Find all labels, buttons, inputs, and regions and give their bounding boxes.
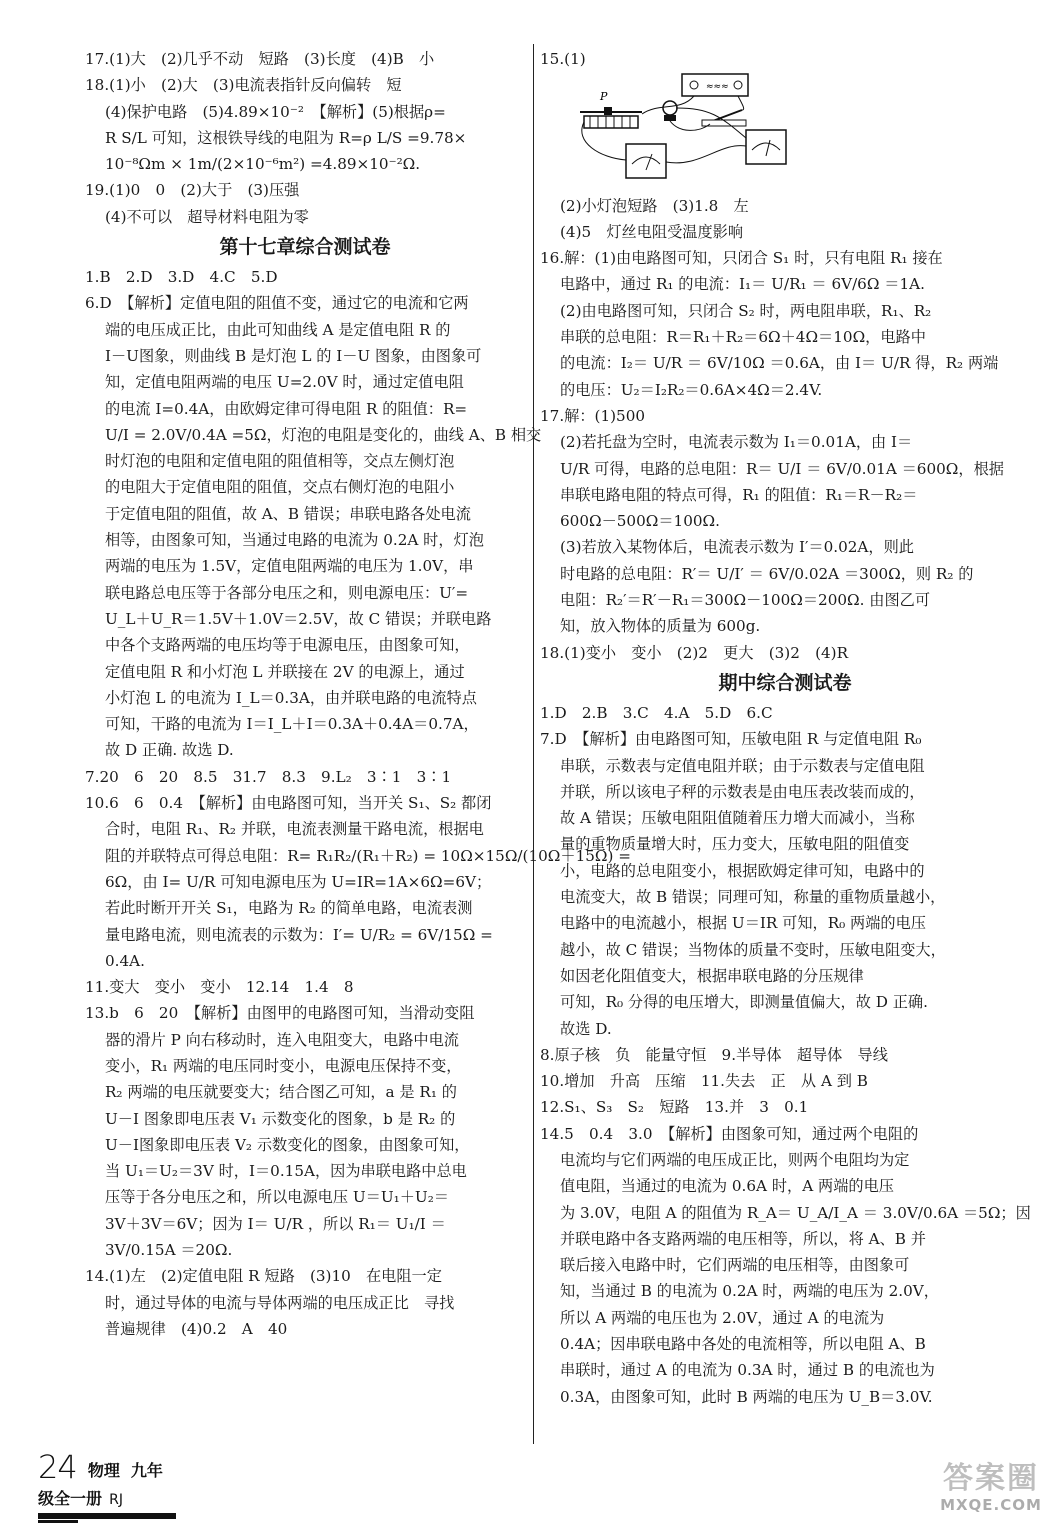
right-line: 串联的总电阻：R＝R₁＋R₂＝6Ω＋4Ω＝10Ω，电路中: [560, 328, 926, 347]
left-line: 压等于各分电压之和，所以电源电压 U＝U₁＋U₂＝: [105, 1188, 449, 1207]
right-line: 的电压：U₂＝I₂R₂＝0.6A×4Ω＝2.4V.: [560, 380, 823, 399]
right-line: 量的重物质量增大时，压力变大，压敏电阻的阻值变: [560, 835, 910, 854]
slider-label: P: [600, 90, 608, 104]
right-line: 并联电路中各支路两端的电压相等，所以，将 A、B 并: [560, 1229, 926, 1248]
right-line: (2)由电路图可知，只闭合 S₂ 时，两电阻串联，R₁、R₂: [560, 301, 932, 320]
left-line: I－U图象，则曲线 B 是灯泡 L 的 I－U 图象，由图象可: [105, 346, 482, 365]
left-line: 中各个支路两端的电压均等于电源电压，由图象可知，: [105, 636, 470, 655]
right-section-title: 期中综合测试卷: [718, 671, 852, 694]
right-line: 值电阻，当通过的电流为 0.6A 时，A 两端的电压: [560, 1177, 894, 1196]
svg-text:≈≈≈: ≈≈≈: [706, 82, 729, 93]
right-line: (2)小灯泡短路 (3)1.8 左: [560, 196, 749, 215]
right-line: 时电路的总电阻：R′＝ U/I′ ＝ 6V/0.02A ＝300Ω，则 R₂ 的: [560, 564, 974, 583]
right-line: 为 3.0V，电阻 A 的阻值为 R_A＝ U_A/I_A ＝ 3.0V/0.6A ＝5Ω；因: [560, 1203, 1031, 1222]
right-line: 串联时，通过 A 的电流为 0.3A 时，通过 B 的电流也为: [560, 1361, 935, 1380]
right-line: 故 A 错误；压敏电阻阻值随着压力增大而减小，当称: [560, 809, 915, 828]
left-line: 17.(1)大 (2)几乎不动 短路 (3)长度 (4)B 小: [85, 50, 435, 68]
left-line: 定值电阻 R 和小灯泡 L 并联接在 2V 的电源上，通过: [105, 662, 465, 681]
right-line: 0.3A，由图象可知，此时 B 两端的电压为 U_B＝3.0V.: [560, 1387, 933, 1406]
left-line: 阻的并联特点可得总电阻：R= R₁R₂/(R₁＋R₂) = 10Ω×15Ω/(10Ω＋15Ω) =: [105, 846, 631, 865]
right-line: 电流均与它们两端的电压成正比，则两个电阻均为定: [560, 1150, 910, 1169]
left-line: U－I图象即电压表 V₂ 示数变化的图象，由图象可知，: [105, 1135, 470, 1154]
circuit-diagram: [570, 72, 1030, 190]
question-15-header: [540, 46, 1030, 72]
right-line: 10.增加 升高 压缩 11.失去 正 从 A 到 B: [540, 1072, 868, 1091]
right-line: 如因老化阻值变大，根据串联电路的分压规律: [560, 966, 864, 985]
right-line: 17.解：(1)500: [540, 406, 646, 425]
left-line: 可知，干路的电流为 I＝I_L＋I＝0.3A＋0.4A＝0.7A，: [105, 715, 479, 734]
right-line: U/R 可得，电路的总电阻：R＝ U/I ＝ 6V/0.01A ＝600Ω，根据: [560, 459, 1004, 478]
left-line: (4)不可以 超导材料电阻为零: [105, 207, 309, 226]
left-line: 0.4A.: [105, 951, 145, 970]
right-line: 所以 A 两端的电压也为 2.0V，通过 A 的电流为: [560, 1308, 885, 1327]
left-line: R₂ 两端的电压就要变大；结合图乙可知，a 是 R₁ 的: [105, 1083, 457, 1102]
left-line: 3V＋3V＝6V；因为 I＝ U/R ，所以 R₁＝ U₁/I ＝: [105, 1214, 446, 1233]
left-line: U_L＋U_R＝1.5V＋1.0V＝2.5V，故 C 错误；并联电路: [105, 609, 492, 628]
right-line: 18.(1)变小 变小 (2)2 更大 (3)2 (4)R: [540, 643, 849, 662]
right-line: 电阻：R₂′＝R′－R₁＝300Ω－100Ω＝200Ω. 由图乙可: [560, 591, 931, 610]
right-line: 1.D 2.B 3.C 4.A 5.D 6.C: [540, 703, 773, 722]
left-line: 器的滑片 P 向右移动时，连入电阻变大，电路中电流: [105, 1030, 459, 1049]
left-line: 1.B 2.D 3.D 4.C 5.D: [85, 268, 278, 287]
left-line: 相等，由图象可知，当通过电路的电流为 0.2A 时，灯泡: [105, 531, 484, 550]
right-line: 8.原子核 负 能量守恒 9.半导体 超导体 导线: [540, 1045, 888, 1064]
right-column: [540, 46, 1030, 1410]
grade-label: 九年级全一册: [38, 1461, 163, 1508]
right-line: 故选 D.: [560, 1019, 612, 1038]
left-line: U/I = 2.0V/0.4A =5Ω，灯泡的电阻是变化的，曲线 A、B 相交: [105, 425, 542, 444]
left-line: (4)保护电路 (5)4.89×10⁻² 【解析】(5)根据ρ=: [105, 102, 446, 121]
left-line: 14.(1)左 (2)定值电阻 R 短路 (3)10 在电阻一定: [85, 1267, 442, 1286]
left-line: 两端的电压为 1.5V，定值电阻两端的电压为 1.0V，串: [105, 557, 474, 576]
right-line: 可知，R₀ 分得的电压增大，即测量值偏大，故 D 正确.: [560, 993, 928, 1012]
right-line: (3)若放入某物体后，电流表示数为 I′＝0.02A，则此: [560, 538, 914, 557]
page-footer: [38, 1448, 178, 1523]
left-line: 变小，R₁ 两端的电压同时变小，电源电压保持不变，: [105, 1056, 462, 1075]
right-line: 串联电路电阻的特点可得，R₁ 的阻值：R₁＝R－R₂＝: [560, 485, 918, 504]
left-line: 合时，电阻 R₁、R₂ 并联，电流表测量干路电流，根据电: [105, 820, 484, 839]
right-line: 并联，所以该电子秤的示数表是由电压表改装而成的，: [560, 782, 925, 801]
footer-rule: [38, 1513, 176, 1519]
left-line: 19.(1)0 0 (2)大于 (3)压强: [85, 181, 300, 200]
left-line: 18.(1)小 (2)大 (3)电流表指针反向偏转 短: [85, 76, 402, 95]
page-number: 24: [38, 1448, 77, 1486]
left-line: U－I 图象即电压表 V₁ 示数变化的图象，b 是 R₂ 的: [105, 1109, 456, 1128]
left-line: 小灯泡 L 的电流为 I_L＝0.3A，由并联电路的电流特点: [105, 688, 477, 707]
watermark-url: MXQE.COM: [940, 1496, 1042, 1514]
left-line: 的电阻大于定值电阻的阻值，交点右侧灯泡的电阻小: [105, 478, 455, 497]
left-line: 时灯泡的电阻和定值电阻的阻值相等，交点左侧灯泡: [105, 452, 455, 471]
right-line: 7.D 【解析】由电路图可知，压敏电阻 R 与定值电阻 R₀: [540, 730, 922, 749]
left-line: 故 D 正确. 故选 D.: [105, 741, 234, 760]
footer-rule-short: [38, 1520, 78, 1523]
left-line: 当 U₁＝U₂＝3V 时，I＝0.15A，因为串联电路中总电: [105, 1162, 467, 1181]
right-line: 串联，示数表与定值电阻并联；由于示数表与定值电阻: [560, 756, 925, 775]
right-line: 知，当通过 B 的电流为 0.2A 时，两端的电压为 2.0V，: [560, 1282, 939, 1301]
left-section-title: 第十七章综合测试卷: [219, 236, 391, 259]
right-line: 小，电路的总电阻变小，根据欧姆定律可知，电路中的: [560, 861, 925, 880]
left-line: 量电路电流，则电流表的示数为：I′= U/R₂ = 6V/15Ω =: [105, 925, 493, 944]
left-line: 联电路总电压等于各部分电压之和，则电源电压：U′=: [105, 583, 469, 602]
left-line: 3V/0.15A ＝20Ω.: [105, 1241, 233, 1260]
watermark-logo: [935, 1462, 1047, 1522]
left-line: 知，定值电阻两端的电压 U=2.0V 时，通过定值电阻: [105, 373, 464, 392]
left-line: 的电流 I=0.4A，由欧姆定律可得电阻 R 的阻值：R=: [105, 399, 468, 418]
left-line: 6Ω，由 I= U/R 可知电源电压为 U=IR=1A×6Ω=6V；: [105, 872, 492, 891]
right-line: 16.解：(1)由电路图可知，只闭合 S₁ 时，只有电阻 R₁ 接在: [540, 249, 943, 268]
left-line: 6.D 【解析】定值电阻的阻值不变，通过它的电流和它两: [85, 294, 469, 313]
left-line: 普遍规律 (4)0.2 A 40: [105, 1319, 288, 1338]
right-line: 的电流：I₂＝ U/R ＝ 6V/10Ω ＝0.6A，由 I＝ U/R 得，R₂ 两端: [560, 354, 999, 373]
right-line: 0.4A；因串联电路中各处的电流相等，所以电阻 A、B: [560, 1335, 926, 1354]
right-line: 电路中的电流越小，根据 U＝IR 可知，R₀ 两端的电压: [560, 914, 926, 933]
left-line: 11.变大 变小 变小 12.14 1.4 8: [85, 978, 354, 997]
left-line: 10⁻⁸Ωm × 1m/(2×10⁻⁶m²) =4.89×10⁻²Ω.: [105, 155, 421, 174]
left-line: 10.6 6 0.4 【解析】由电路图可知，当开关 S₁、S₂ 都闭: [85, 794, 492, 813]
right-line: 知，放入物体的质量为 600g.: [560, 617, 761, 636]
left-line: 7.20 6 20 8.5 31.7 8.3 9.L₂ 3∶1 3∶1: [85, 767, 452, 786]
right-line: (2)若托盘为空时，电流表示数为 I₁＝0.01A，由 I＝: [560, 433, 913, 452]
right-line: 14.5 0.4 3.0 【解析】由图象可知，通过两个电阻的: [540, 1124, 919, 1143]
left-line: 端的电压成正比，由此可知曲线 A 是定值电阻 R 的: [105, 320, 451, 339]
right-line: 电流变大，故 B 错误；同理可知，称量的重物质量越小，: [560, 888, 946, 907]
left-line: R S/L 可知，这根铁导线的电阻为 R=ρ L/S =9.78×: [105, 128, 467, 147]
column-divider: [533, 44, 534, 1444]
right-line: 电路中，通过 R₁ 的电流：I₁＝ U/R₁ ＝ 6V/6Ω ＝1A.: [560, 275, 925, 294]
edition-label: RJ: [109, 1492, 123, 1508]
right-line: 越小，故 C 错误；当物体的质量不变时，压敏电阻变大，: [560, 940, 946, 959]
right-line: 12.S₁、S₃ S₂ 短路 13.并 3 0.1: [540, 1098, 809, 1117]
watermark-title: 答案圈: [943, 1461, 1039, 1496]
left-line: 时，通过导体的电流与导体两端的电压成正比 寻找: [105, 1293, 455, 1312]
right-line: (4)5 灯丝电阻受温度影响: [560, 222, 744, 241]
right-answers: [540, 193, 1030, 1410]
right-line: 600Ω－500Ω＝100Ω.: [560, 512, 720, 531]
left-line: 若此时断开开关 S₁，电路为 R₂ 的简单电路，电流表测: [105, 899, 473, 918]
left-line: 13.b 6 20 【解析】由图甲的电路图可知，当滑动变阻: [85, 1004, 475, 1023]
subject-label: 物理: [87, 1461, 120, 1480]
right-top-line: 15.(1): [540, 50, 586, 68]
left-line: 于定值电阻的阻值，故 A、B 错误；串联电路各处电流: [105, 504, 471, 523]
right-line: 联后接入电路中时，它们两端的电压相等，由图象可: [560, 1256, 910, 1275]
